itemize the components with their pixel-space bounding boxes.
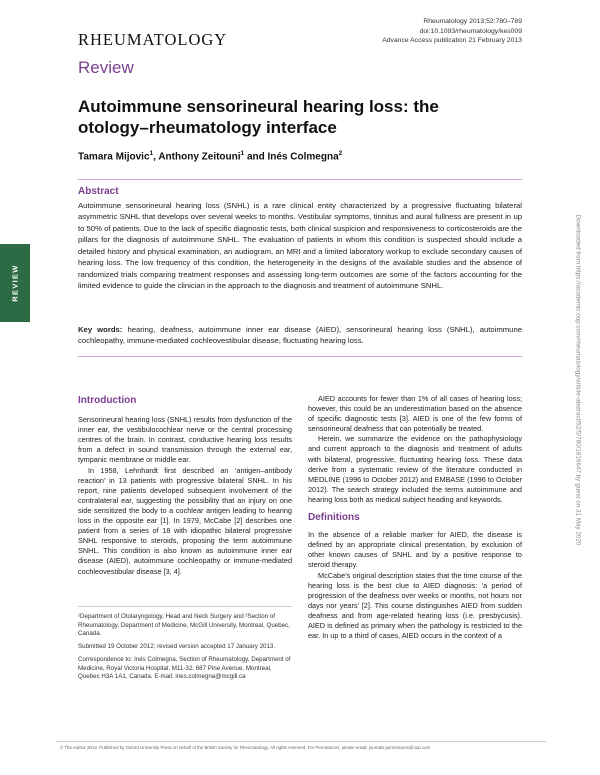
citation-line: Rheumatology 2013;52:780–789 <box>423 18 522 25</box>
correspondence-footnote: Correspondence to: Inés Colmegna, Section of Rheumatology, Department of Medicine, Royal Victoria Hospital, M11-32, 687 Pine Avenue, Montreal, Quebec H3A 1A1, Canada. E-mail: ines.colmegna@mcgill.ca <box>78 655 291 681</box>
body-paragraph: In 1958, Lehnhardt first described an ‘antigen–antibody reaction’ in 13 patients with progressive bilateral SNHL. In his report, nine patients developed subsequent involvement of the contralateral ear, suggesting the possibility that an injury on one side sensitized the body to a cochlear antigen leading to hearing loss in the opposite ear [1]. In 1979, McCabe [2] describes one patient from a series of 18 with idiopathic bilateral progressive SNHL responsive to steroids, proposing the term autoimmune SNHL. This condition is also known as autoimmune inner ear disease (AIED), autoimmune cochleopathy or immune-mediated cochleovestibular disease [3, 4]. <box>78 465 292 576</box>
body-paragraph: Sensorineural hearing loss (SNHL) results from dysfunction of the inner ear, the vestibulocochlear nerve or the central processing centres of the brain. In contrast, conductive hearing loss results from a defect in sound transmission through the external ear, tympanic membrane or middle ear. <box>78 415 292 465</box>
keywords <box>78 324 522 347</box>
citation-block <box>302 17 522 46</box>
abstract-bottom-rule <box>78 356 522 357</box>
copyright-notice: © The Author 2013. Published by Oxford University Press on behalf of the British Society for Rheumatology. All rights reserved. For Permissions, please email: journals.permissions@oup.com <box>60 745 431 750</box>
footnote-rule <box>78 606 292 607</box>
author-name: Anthony Zeitouni <box>158 151 241 163</box>
introduction-heading: Introduction <box>78 395 137 406</box>
author-affiliation-mark: 1 <box>240 150 245 157</box>
submission-footnote: Submitted 19 October 2012; revised version accepted 17 January 2013. <box>78 643 276 651</box>
footnotes <box>78 613 292 686</box>
doi-line[interactable]: doi:10.1093/rheumatology/kes009 <box>419 27 522 35</box>
abstract-body: Autoimmune sensorineural hearing loss (SNHL) is a rare clinical entity characterized by a progressive fluctuating bilateral asymmetric SNHL that develops over several weeks to months. Vestibular symptoms, tinnitus and aural fullness are present in up to 50% of patients. Due to the lack of specific diagnostic tests, both clinical suspicion and responsiveness to corticosteroids are the pillars for the diagnosis of autoimmune SNHL. The evaluation of patients in whom this condition is suspected should include a detailed history and physical examination, an audiogram, an MRI and a limited laboratory workup to exclude secondary causes of hearing loss. The low frequency of this condition, the heterogeneity in the designs of the available studies and the absence of randomized trials comparing treatment responses and assessing long-term outcomes are some of the factors accounting for the limited evidence to guide the clinician in the approach to the diagnosis and treatment of autoimmune SNHL. <box>78 201 522 291</box>
definitions-heading: Definitions <box>308 512 360 524</box>
body-paragraph: In the absence of a reliable marker for AIED, the disease is defined by an appropriate clinical presentation, by exclusion of other known causes of SNHL and by a positive response to steroid therapy. <box>308 530 522 570</box>
keywords-label: Key words: <box>78 325 123 334</box>
author-separator: , <box>153 151 159 163</box>
article-title: Autoimmune sensorineural hearing loss: the otology–rheumatology interface <box>78 97 439 137</box>
abstract-heading: Abstract <box>78 186 119 197</box>
right-column <box>308 394 522 641</box>
article-type-label: Review <box>78 58 134 77</box>
body-paragraph: Herein, we summarize the evidence on the pathophysiology and current approach to the diagnosis and treatment of adults with bilateral, progressive, fluctuating hearing loss. These data derive from a systematic review of the literature conducted in MEDLINE (1996 to October 2012) and EMBASE (1996 to October 2012). The search strategy included the terms autoimmune and hearing loss both as medical subject heading and keywords. <box>308 434 522 504</box>
author-separator: and <box>244 151 268 163</box>
journal-name: RHEUMATOLOGY <box>78 30 228 49</box>
abstract-top-rule <box>78 179 522 180</box>
author-name: Inés Colmegna <box>267 151 339 163</box>
author-affiliation-mark: 1 <box>149 150 154 157</box>
keywords-text: hearing, deafness, autoimmune inner ear disease (AIED), sensorineural hearing loss (SNHL), autoimmune cochleopathy, immune-mediated cochleovestibular disease, fluctuating hearing loss. <box>78 325 523 346</box>
author-name: Tamara Mijovic <box>78 151 150 163</box>
left-column <box>78 396 292 577</box>
body-paragraph: McCabe’s original description states that the time course of the hearing loss is the best clue to AIED diagnosis: ‘a period of progression of the deafness over weeks or months, not hours nor days nor years’ [2]. This course distinguishes AIED from sudden deafness and from age-related hearing loss (i.e. presbycusis). AIED is defined as primary when the pathology is restricted to the ear. In up to a third of cases, AIED occurs in the context of a <box>308 570 522 641</box>
affiliations-footnote: ¹Department of Otolaryngology, Head and Neck Surgery and ²Section of Rheumatology, Department of Medicine, McGill University, Montreal, Quebec, Canada. <box>78 613 290 638</box>
footer-rule <box>56 741 546 742</box>
author-list <box>78 150 342 162</box>
body-paragraph: AIED accounts for fewer than 1% of all cases of hearing loss; however, this could be an underestimation based on the absence of specific diagnostic tests [3]. AIED is one of the few forms of sensorineural deafness that can potentially be treated. <box>308 394 522 434</box>
author-affiliation-mark: 2 <box>338 150 343 157</box>
publication-date-line: Advance Access publication 21 February 2013 <box>382 37 522 44</box>
download-watermark: Downloaded from https://academic.oup.com/rheumatology/article-abstract/52/5/780/1816647 by guest on 31 May 2020 <box>574 214 582 546</box>
section-side-tab-label: REVIEW <box>10 264 20 302</box>
